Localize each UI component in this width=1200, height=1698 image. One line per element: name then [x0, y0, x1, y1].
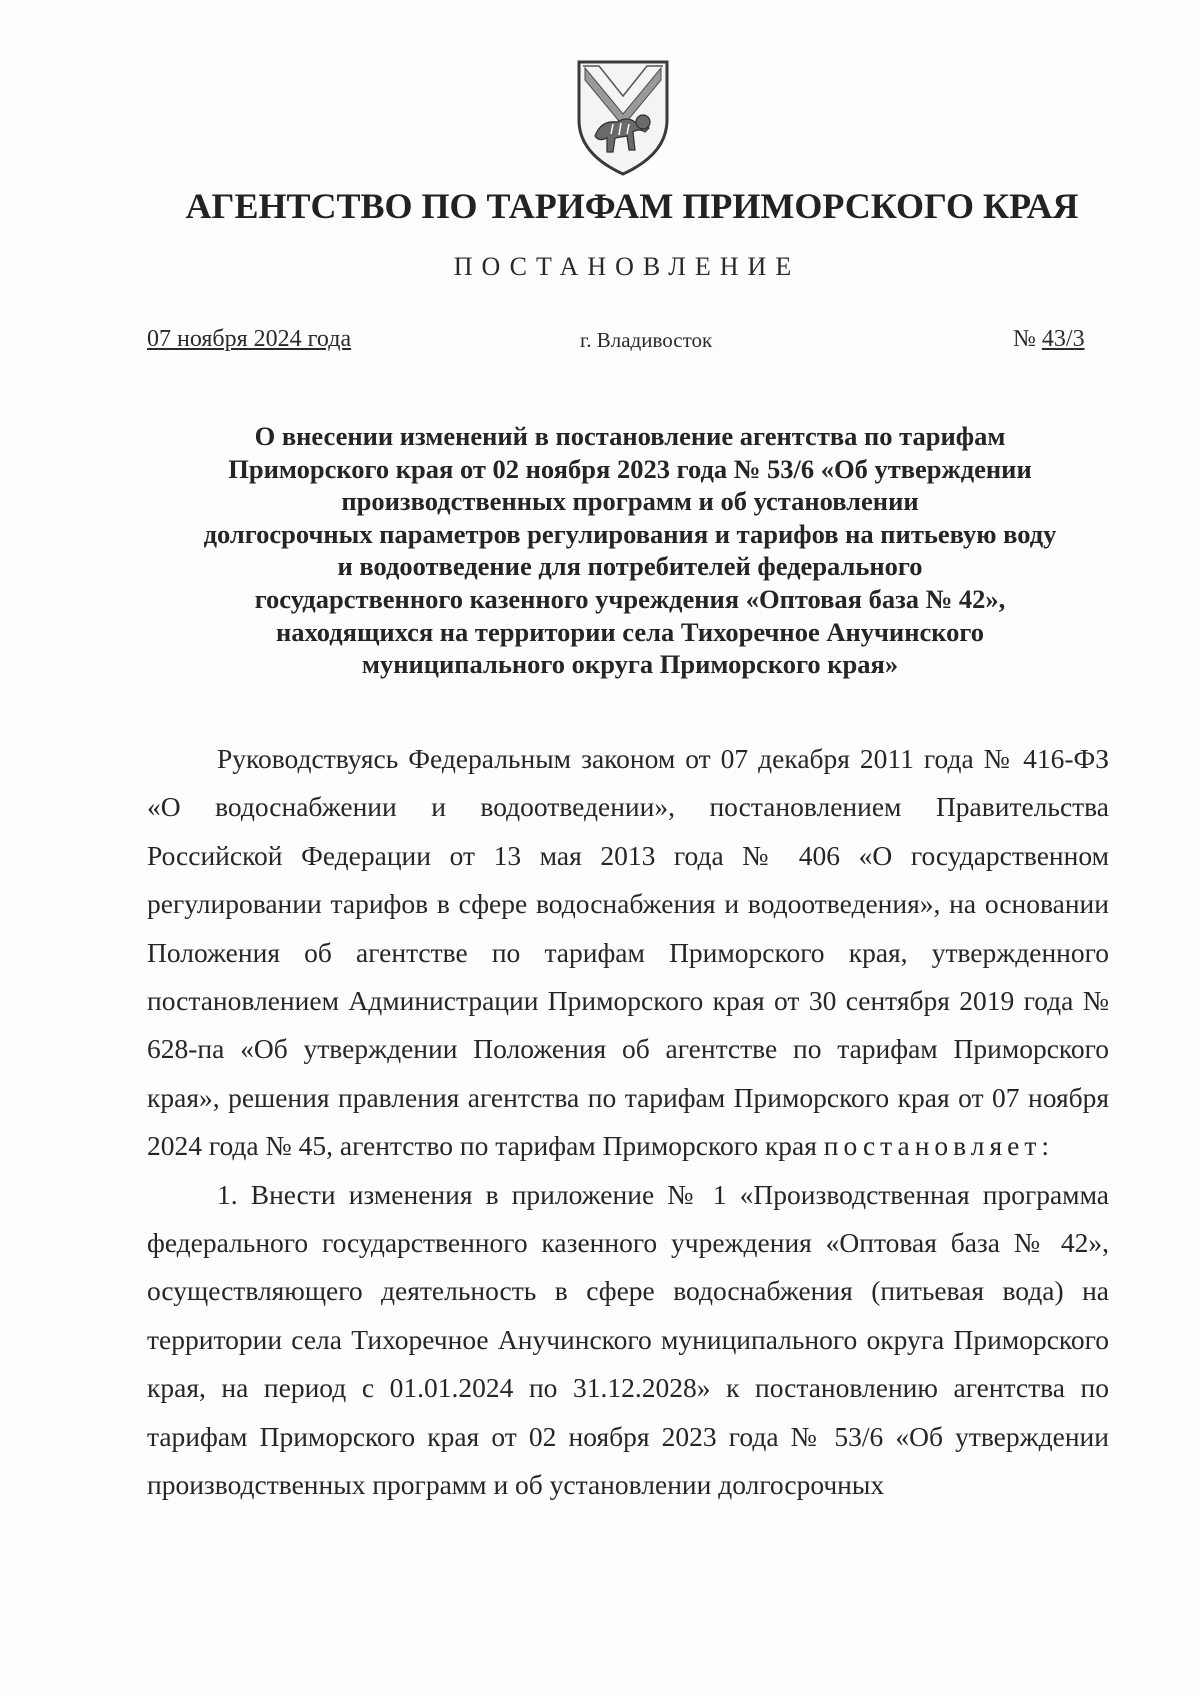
- subject-line: муниципального округа Приморского края»: [361, 649, 899, 680]
- document-number-value: 43/3: [1041, 326, 1085, 352]
- subject-line: Приморского края от 02 ноября 2023 года № 53/6 «Об утверждении: [228, 453, 1032, 484]
- document-city: г. Владивосток: [580, 328, 713, 352]
- document-meta-row: [0, 326, 1200, 366]
- item-1-paragraph: 1. Внести изменения в приложение № 1 «Производственная программа федерального государственного казенного учреждения «Оптовая база № 42», осуществляющего деятельность в сфере водоснабжения (питьевая вода) на территории села Тихоречное Анучинского муниципального округа Приморского края, на период с 01.01.2024 по 31.12.2028» к постановлению агентства по тарифам Приморского края от 02 ноября 2023 года № 53/6 «Об утверждении производственных программ и об установлении долгосрочных: [147, 1178, 1109, 1501]
- document-number: [1013, 326, 1085, 353]
- subject-line: О внесении изменений в постановление агентства по тарифам: [254, 421, 1006, 451]
- document-date: 07 ноября 2024 года: [147, 326, 352, 352]
- agency-name: АГЕНТСТВО ПО ТАРИФАМ ПРИМОРСКОГО КРАЯ: [185, 186, 1079, 226]
- preamble-text: Руководствуясь Федеральным законом от 07 декабря 2011 года № 416-ФЗ «О водоснабжении и водоотведении», постановлением Правительства Российской Федерации от 13 мая 2013 года № 406 «О государственном регулировании тарифов в сфере водоснабжения и водоотведения», на основании Положения об агентстве по тарифам Приморского края, утвержденного постановлением Администрации Приморского края от 30 сентября 2019 года № 628-па «Об утверждении Положения об агентстве по тарифам Приморского края», решения правления агентства по тарифам Приморского края от 07 ноября 2024 года № 45, агентство по тарифам Приморского края: [147, 743, 1109, 1162]
- subject-line: и водоотведение для потребителей федерального: [337, 551, 923, 582]
- preamble-paragraph: [147, 735, 1109, 1171]
- document-body: [147, 735, 1109, 1510]
- document-subject: [130, 420, 1130, 681]
- resolves-word: постановляет:: [823, 1130, 1055, 1162]
- subject-line: находящихся на территории села Тихоречное Анучинского: [275, 616, 985, 647]
- subject-line: производственных программ и об установлении: [341, 486, 919, 517]
- coat-of-arms-icon: [573, 58, 673, 178]
- document-number-prefix: №: [1013, 326, 1042, 352]
- subject-line: долгосрочных параметров регулирования и тарифов на питьевую воду: [203, 518, 1057, 549]
- subject-line: государственного казенного учреждения «Оптовая база № 42»,: [254, 583, 1006, 614]
- document-type: ПОСТАНОВЛЕНИЕ: [453, 252, 801, 281]
